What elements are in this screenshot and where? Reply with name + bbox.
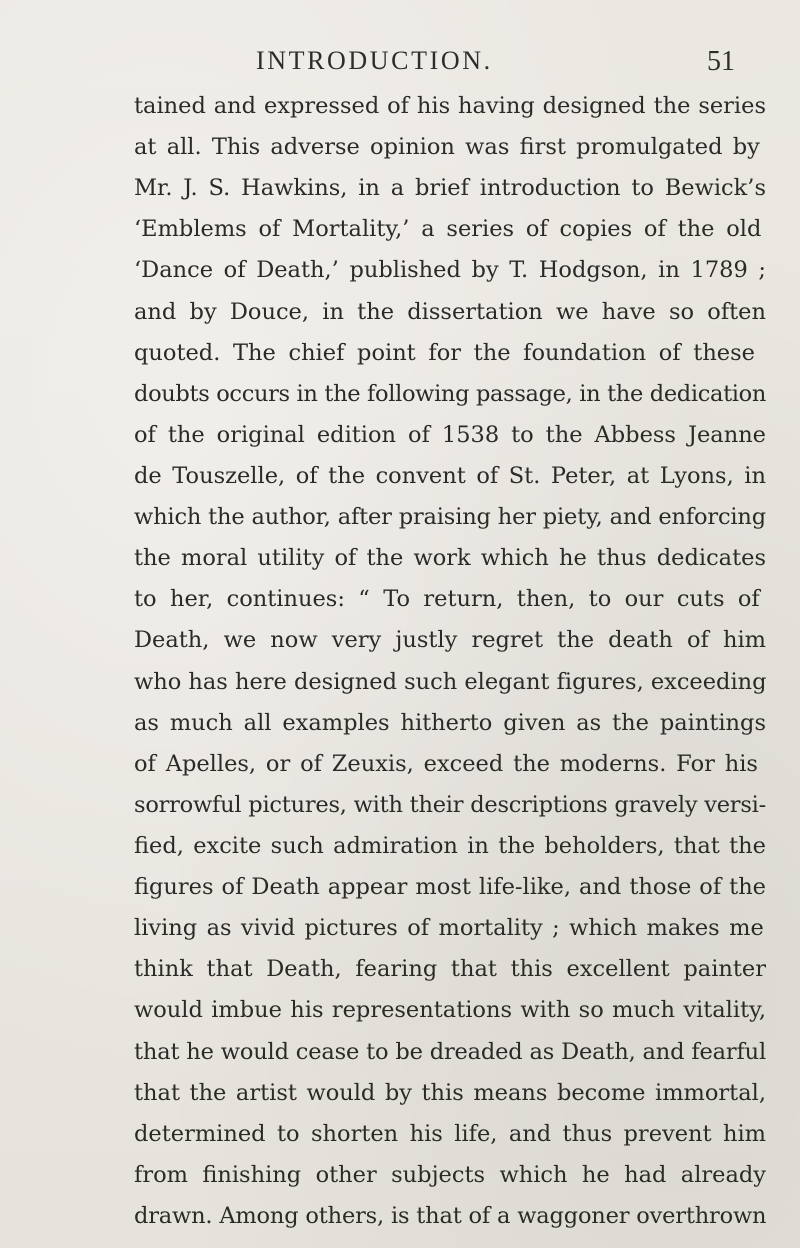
text-line: at all. This adverse opinion was first promulgated by [134,134,760,160]
text-line: that the artist would by this means become immortal, [134,1080,766,1106]
text-line: ‘Dance of Death,’ published by T. Hodgson, in 1789 ; [134,257,766,283]
text-line: from finishing other subjects which he had already [134,1162,766,1188]
text-line: Mr. J. S. Hawkins, in a brief introduction to Bewick’s [134,175,766,201]
text-line: determined to shorten his life, and thus prevent him [134,1121,766,1147]
text-line: fied, excite such admiration in the beholders, that the [134,833,766,859]
text-line: ‘Emblems of Mortality,’ a series of copies of the old [134,216,762,242]
text-line: doubts occurs in the following passage, in the dedication [134,381,766,407]
text-line: Death, we now very justly regret the death of him [134,627,766,653]
text-line: the moral utility of the work which he thus dedicates [134,545,766,571]
text-line: think that Death, fearing that this excellent painter [134,956,766,982]
text-line: living as vivid pictures of mortality ; which makes me [134,915,764,941]
text-line: sorrowful pictures, with their descriptions gravely versi- [134,792,766,818]
text-line: that he would cease to be dreaded as Death, and fearful [134,1039,766,1065]
text-line: as much all examples hitherto given as the paintings [134,710,766,736]
text-line: of Apelles, or of Zeuxis, exceed the moderns. For his [134,751,758,777]
text-line: of the original edition of 1538 to the Abbess Jeanne [134,422,766,448]
text-line: drawn. Among others, is that of a waggoner overthrown [134,1203,767,1229]
running-head [0,40,800,80]
text-line: and by Douce, in the dissertation we have so often [134,299,766,325]
text-line: quoted. The chief point for the foundation of these [134,340,755,366]
page-number: 51 [707,46,735,77]
text-line: which the author, after praising her piety, and enforcing [134,504,766,530]
text-line: figures of Death appear most life-like, and those of the [134,874,766,900]
text-line: who has here designed such elegant figures, exceeding [134,669,767,695]
text-line: tained and expressed of his having designed the series [134,93,766,119]
text-line: would imbue his representations with so much vitality, [134,997,766,1023]
text-line: de Touszelle, of the convent of St. Peter, at Lyons, in [134,463,766,489]
running-title: INTRODUCTION. [256,46,493,75]
text-line: to her, continues: “ To return, then, to our cuts of [134,586,760,612]
